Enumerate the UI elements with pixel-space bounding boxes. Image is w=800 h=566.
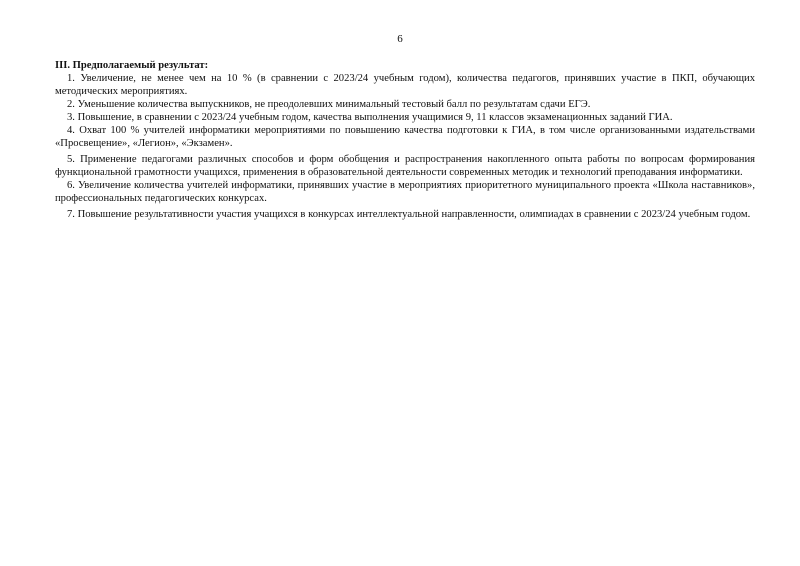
list-item: 3. Повышение, в сравнении с 2023/24 учебным годом, качества выполнения учащимися 9, 11 классов экзаменационных заданий ГИА. [67,112,673,123]
list-item: 5. Применение педагогами различных способов и форм обобщения и распространения накопленного опыта работы по вопросам формирования функциональной грамотности учащихся, применения в образовательной деятельности современных методик и технологий преподавания информатики. [55,154,755,178]
list-item: 4. Охват 100 % учителей информатики мероприятиями по повышению качества подготовки к ГИА, в том числе организованными издательствами «Просвещение», «Легион», «Экзамен». [55,125,755,149]
document-body [55,59,755,221]
section-title: III. Предполагаемый результат: [55,60,209,71]
list-item: 7. Повышение результативности участия учащихся в конкурсах интеллектуальной направленности, олимпиадах в сравнении с 2023/24 учебным годом. [67,209,751,220]
list-item: 1. Увеличение, не менее чем на 10 % (в сравнении с 2023/24 учебным годом), количества педагогов, принявших участие в ПКП, обучающих методических мероприятиях. [55,73,755,97]
page-number: 6 [397,33,403,45]
list-item: 6. Увеличение количества учителей информатики, принявших участие в мероприятиях приоритетного муниципального проекта «Школа наставников», профессиональных педагогических конкурсах. [55,180,755,204]
list-item: 2. Уменьшение количества выпускников, не преодолевших минимальный тестовый балл по результатам сдачи ЕГЭ. [67,99,591,110]
